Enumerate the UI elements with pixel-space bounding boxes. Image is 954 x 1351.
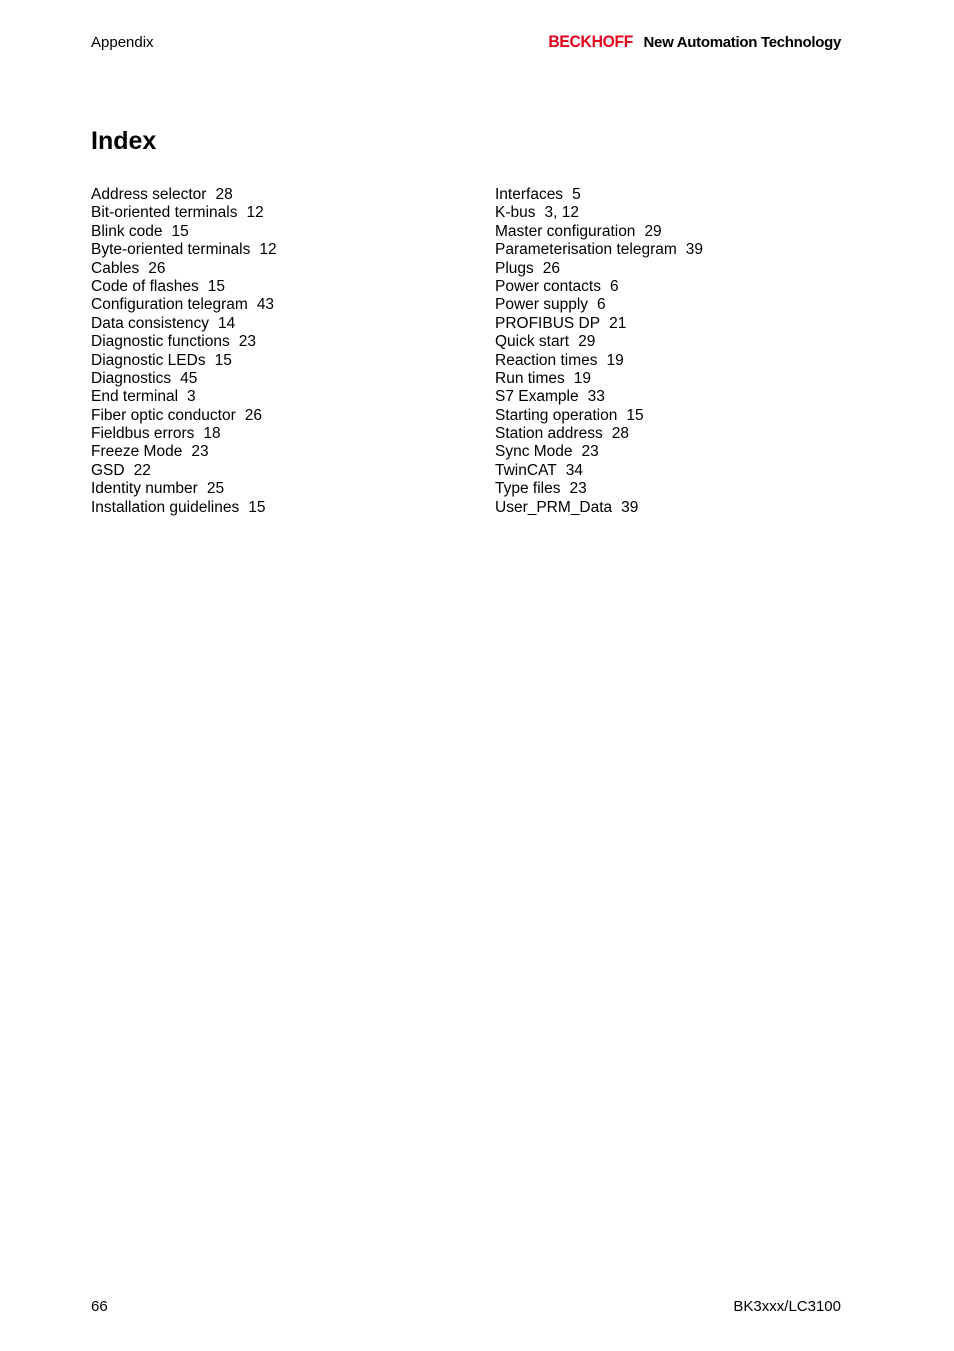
index-entry	[91, 425, 277, 443]
index-page-ref: 25	[206, 480, 225, 498]
index-entry	[495, 425, 703, 443]
index-page-ref: 29	[644, 222, 662, 240]
index-page-ref: 33	[587, 388, 605, 406]
index-page-ref: 28	[215, 186, 233, 203]
index-page-ref: 15	[207, 277, 225, 295]
index-page-ref: 18	[203, 425, 221, 443]
index-term: Freeze Mode	[91, 443, 183, 461]
index-entry	[495, 352, 703, 370]
index-page-ref: 12	[246, 204, 264, 222]
index-term: Code of flashes	[91, 277, 199, 295]
index-page-ref: 19	[606, 351, 624, 369]
index-entry	[495, 443, 703, 461]
index-page-ref: 15	[214, 351, 232, 369]
index-term: Installation guidelines	[91, 498, 240, 516]
index-page-ref: 3, 12	[544, 204, 579, 222]
index-entry	[495, 370, 703, 388]
index-page-ref: 21	[609, 314, 627, 332]
index-page-ref: 29	[578, 333, 596, 351]
index-entry	[91, 204, 277, 222]
brand-logo: BECKHOFF	[548, 32, 634, 51]
index-column-right	[495, 186, 703, 517]
index-term: Station address	[495, 425, 603, 443]
index-term: Parameterisation telegram	[495, 241, 677, 259]
index-entry	[495, 388, 703, 406]
index-term: Power contacts	[495, 277, 601, 295]
index-term: Cables	[91, 259, 140, 277]
index-term: Run times	[495, 369, 565, 387]
index-term: Address selector	[91, 186, 207, 203]
index-term: GSD	[91, 461, 125, 479]
index-page-ref: 26	[542, 259, 561, 277]
index-entry	[91, 315, 277, 333]
index-entry	[91, 278, 277, 296]
index-entry	[495, 407, 703, 425]
index-term: S7 Example	[495, 388, 579, 406]
index-term: Diagnostic LEDs	[91, 351, 206, 369]
index-term: Fiber optic conductor	[91, 406, 236, 424]
index-term: Plugs	[495, 259, 534, 277]
index-entry	[495, 278, 703, 296]
index-entry	[495, 241, 703, 259]
brand-tagline: New Automation Technology	[643, 34, 841, 51]
index-term: Reaction times	[495, 351, 598, 369]
index-entry	[91, 443, 277, 461]
index-entry	[91, 241, 277, 259]
index-entry	[91, 260, 277, 278]
index-term: Power supply	[495, 296, 589, 314]
index-term: Diagnostics	[91, 369, 172, 387]
index-page-ref: 26	[148, 259, 166, 277]
index-entry	[91, 296, 277, 314]
footer-page-number: 66	[91, 1298, 108, 1315]
index-page-ref: 22	[133, 461, 151, 479]
index-entry	[91, 499, 277, 517]
index-page-ref: 45	[180, 369, 198, 387]
index-page-ref: 34	[565, 461, 583, 479]
index-term: Fieldbus errors	[91, 425, 195, 443]
header-branding	[541, 32, 841, 53]
index-term: Identity number	[91, 480, 198, 498]
index-page-ref: 19	[573, 369, 592, 387]
index-entry	[91, 480, 277, 498]
index-page-ref: 39	[621, 498, 639, 516]
index-entry	[495, 260, 703, 278]
index-term: Type files	[495, 480, 561, 498]
index-page-ref: 15	[171, 222, 189, 240]
index-entry	[91, 388, 277, 406]
index-term: Blink code	[91, 222, 163, 240]
index-page-ref: 14	[218, 314, 236, 332]
index-page-ref: 43	[256, 296, 275, 314]
index-entry	[495, 315, 703, 333]
index-entry	[495, 480, 703, 498]
index-term: Interfaces	[495, 186, 564, 203]
page-title: Index	[91, 127, 157, 155]
index-page-ref: 26	[244, 406, 262, 424]
index-term: Sync Mode	[495, 443, 573, 461]
index-entry	[91, 223, 277, 241]
header-section-label: Appendix	[91, 34, 154, 51]
index-term: Bit-oriented terminals	[91, 204, 238, 222]
index-entry	[91, 462, 277, 480]
index-page-ref: 12	[259, 241, 277, 259]
index-page-ref: 23	[238, 333, 256, 351]
index-page-ref: 5	[572, 186, 581, 203]
index-entry	[495, 462, 703, 480]
index-term: PROFIBUS DP	[495, 314, 601, 332]
index-entry	[91, 407, 277, 425]
index-term: End terminal	[91, 388, 179, 406]
index-entry	[495, 499, 703, 517]
index-entry	[91, 370, 277, 388]
index-term: K-bus	[495, 204, 536, 222]
index-page-ref: 39	[685, 241, 704, 259]
index-entry	[495, 333, 703, 351]
index-page-ref: 15	[626, 406, 644, 424]
index-entry	[495, 296, 703, 314]
index-entry	[495, 204, 703, 222]
index-term: Data consistency	[91, 314, 210, 332]
index-term: Starting operation	[495, 406, 618, 424]
index-page-ref: 23	[581, 443, 599, 461]
index-term: Byte-oriented terminals	[91, 241, 251, 259]
index-entry	[495, 223, 703, 241]
index-entry	[91, 186, 277, 204]
index-term: Diagnostic functions	[91, 333, 230, 351]
index-page-ref: 6	[609, 277, 619, 295]
index-term: Quick start	[495, 333, 570, 351]
index-entry	[495, 186, 703, 204]
index-page-ref: 3	[187, 388, 196, 406]
footer-document-name: BK3xxx/LC3100	[733, 1298, 841, 1315]
index-page-ref: 23	[569, 480, 587, 498]
index-term: Configuration telegram	[91, 296, 248, 314]
index-page-ref: 23	[191, 443, 209, 461]
index-page-ref: 6	[597, 296, 606, 314]
index-entry	[91, 352, 277, 370]
index-term: Master configuration	[495, 222, 636, 240]
index-entry	[91, 333, 277, 351]
index-page-ref: 15	[248, 498, 266, 516]
index-page-ref: 28	[611, 425, 629, 443]
index-term: User_PRM_Data	[495, 498, 613, 516]
index-term: TwinCAT	[495, 461, 557, 479]
index-column-left	[91, 186, 277, 517]
